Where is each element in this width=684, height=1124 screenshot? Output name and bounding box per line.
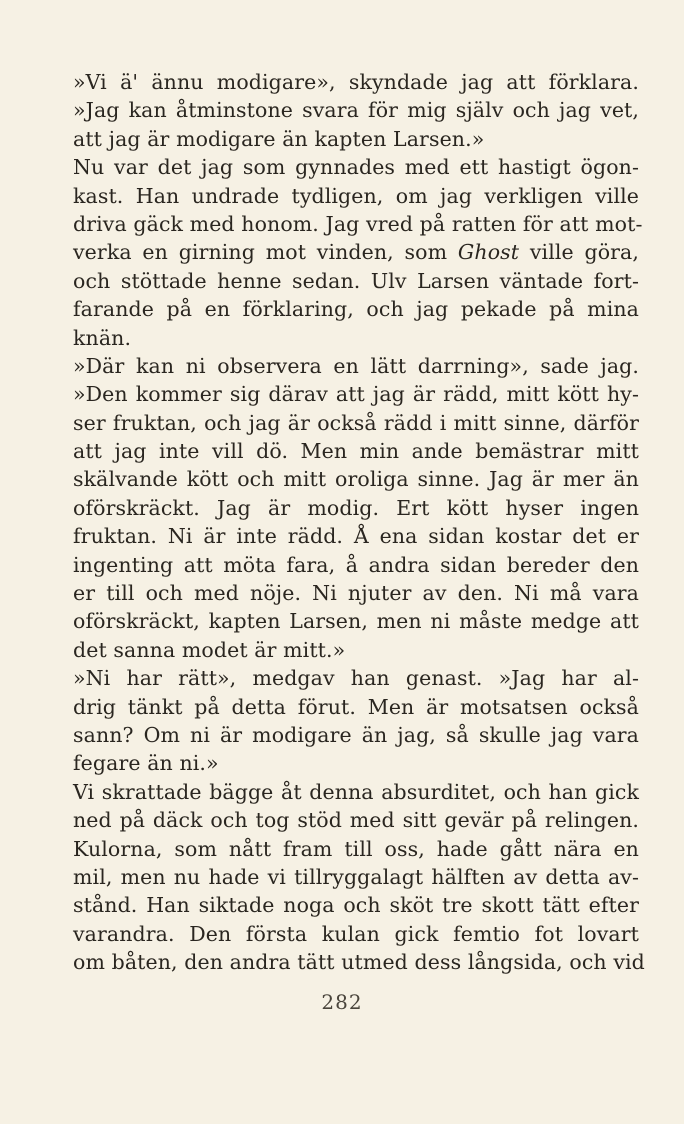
text-line: knän. [73, 325, 132, 350]
text-line: »Vi ä' ännu modigare», skyndade jag att förklara. [73, 70, 639, 94]
text-line: »Ni har rätt», medgav han genast. »Jag har al- [73, 666, 639, 691]
text-line: Kulorna, som nått fram till oss, hade gått nära en [73, 836, 639, 861]
text-line: varandra. Den första kulan gick femtio fot lovart [73, 921, 639, 946]
text-line: skälvande kött och mitt oroliga sinne. Jag är mer än [73, 467, 639, 492]
text-line: ingenting att möta fara, å andra sidan bereder den [73, 552, 639, 577]
text-line: »Den kommer sig därav att jag är rädd, mitt kött hy- [73, 382, 639, 407]
text-line: drig tänkt på detta förut. Men är motsatsen också [73, 694, 639, 719]
text-line: Nu var det jag som gynnades med ett hastigt ögon- [73, 155, 639, 180]
text-line: om båten, den andra tätt utmed dess långsida, och vid [73, 950, 645, 975]
text-line: fegare än ni.» [73, 751, 219, 776]
text-line: oförskräckt. Jag är modig. Ert kött hyser ingen [73, 495, 639, 520]
text-line: fruktan. Ni är inte rädd. Å ena sidan kostar det er [73, 524, 639, 549]
text-line: driva gäck med honom. Jag vred på ratten för att mot- [73, 211, 643, 236]
page-number: 282 [321, 990, 363, 1014]
text-line: oförskräckt, kapten Larsen, men ni måste medge att [73, 609, 639, 634]
text-line: att jag inte vill dö. Men min ande bemästrar mitt [73, 439, 639, 464]
text-line: stånd. Han siktade noga och sköt tre skott tätt efter [73, 893, 639, 918]
text-line: kast. Han undrade tydligen, om jag verkligen ville [73, 183, 639, 208]
text-line: sann? Om ni är modigare än jag, så skulle jag vara [73, 722, 639, 747]
text-line: Vi skrattade bägge åt denna absurditet, och han gick [73, 779, 639, 804]
text-line: och stöttade henne sedan. Ulv Larsen väntade fort- [73, 268, 639, 293]
text-line: ser fruktan, och jag är också rädd i mitt sinne, därför [73, 410, 639, 435]
text-line: »Där kan ni observera en lätt darrning», sade jag. [73, 353, 639, 378]
text-line: att jag är modigare än kapten Larsen.» [73, 126, 485, 151]
ship-name: Ghost [457, 240, 520, 265]
text-line: ned på däck och tog stöd med sitt gevär på relingen. [73, 808, 639, 833]
text-line: mil, men nu hade vi tillryggalagt hälften av detta av- [73, 864, 639, 889]
text-line: er till och med nöje. Ni njuter av den. Ni må vara [73, 581, 639, 606]
body-text [73, 68, 645, 977]
text-line: verka en girning mot vinden, som Ghost ville göra, [73, 240, 640, 265]
text-line: det sanna modet är mitt.» [73, 637, 346, 662]
text-line: farande på en förklaring, och jag pekade på mina [73, 297, 639, 322]
text-line: »Jag kan åtminstone svara för mig själv och jag vet, [73, 98, 639, 123]
